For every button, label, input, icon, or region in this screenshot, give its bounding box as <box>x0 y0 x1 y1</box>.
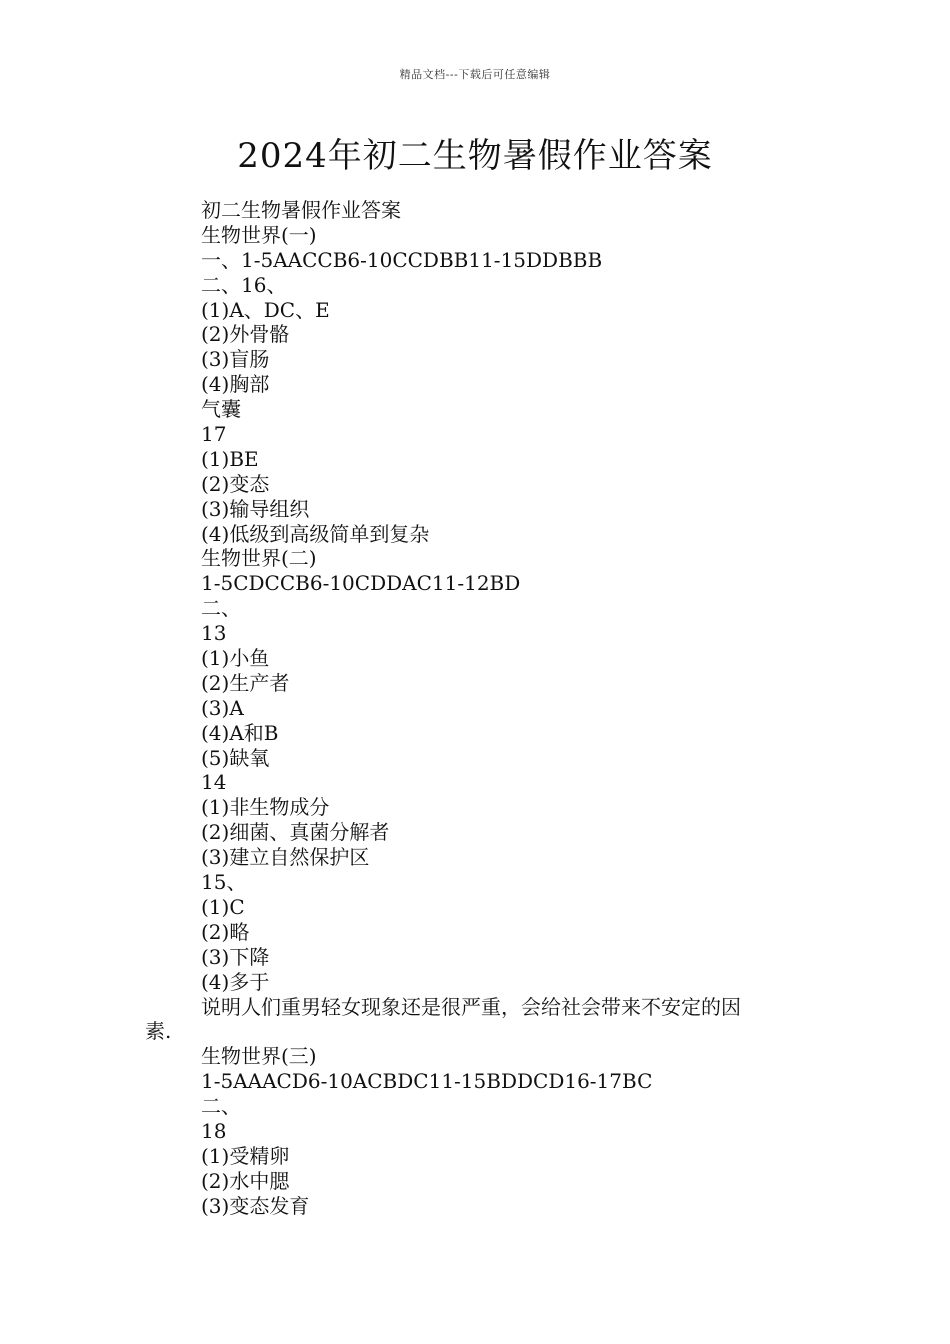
text-line: 一、1-5AACCB6-10CCDBB11-15DDBBB <box>201 247 603 272</box>
text-line: (2)水中腮 <box>201 1168 290 1193</box>
text-line: (3)建立自然保护区 <box>201 845 370 870</box>
text-line: (1)小鱼 <box>201 646 270 671</box>
text-line: 气囊 <box>201 397 241 422</box>
text-line: (2)外骨骼 <box>201 322 290 347</box>
document-body <box>145 198 821 1219</box>
text-line: (2)生产者 <box>201 670 290 695</box>
answers-section-2 <box>201 1044 821 1218</box>
wrapped-paragraph <box>145 994 821 1045</box>
text-line: 生物世界(二) <box>201 546 317 571</box>
paragraph-line-1: 说明人们重男轻女现象还是很严重，会给社会带来不安定的因 <box>201 994 741 1019</box>
text-line: (2)变态 <box>201 471 270 496</box>
text-line: 初二生物暑假作业答案 <box>201 198 401 222</box>
text-line: (3)盲肠 <box>201 347 270 372</box>
text-line: (4)多于 <box>201 969 270 994</box>
paragraph-line-2: 素. <box>145 1019 172 1044</box>
text-line: (3)输导组织 <box>201 496 310 521</box>
text-line: (2)略 <box>201 919 250 944</box>
text-line: 二、 <box>201 596 241 621</box>
text-line: (5)缺氧 <box>201 745 270 770</box>
text-line: (4)胸部 <box>201 372 270 397</box>
text-line: 1-5CDCCB6-10CDDAC11-12BD <box>201 571 521 596</box>
text-line: 1-5AAACD6-10ACBDC11-15BDDCD16-17BC <box>201 1069 653 1094</box>
text-line: 17 <box>201 422 227 447</box>
text-line: (4)A和B <box>201 720 279 745</box>
text-line: 二、16、 <box>201 272 287 297</box>
text-line: (1)BE <box>201 446 259 471</box>
answers-section-1 <box>201 198 821 995</box>
text-line: 14 <box>201 770 227 795</box>
document-title: 2024年初二生物暑假作业答案 <box>237 136 713 176</box>
text-line: 生物世界(三) <box>201 1044 317 1069</box>
page-header: 精品文档---下载后可任意编辑 <box>399 68 551 81</box>
text-line: (3)下降 <box>201 944 270 969</box>
text-line: (3)A <box>201 695 244 720</box>
text-line: (1)A、DC、E <box>201 297 330 322</box>
text-line: (1)非生物成分 <box>201 795 330 820</box>
text-line: (3)变态发育 <box>201 1193 310 1218</box>
text-line: 生物世界(一) <box>201 222 317 247</box>
text-line: 18 <box>201 1118 227 1143</box>
text-line: 二、 <box>201 1094 241 1119</box>
text-line: (1)受精卵 <box>201 1143 290 1168</box>
text-line: (4)低级到高级简单到复杂 <box>201 521 430 546</box>
text-line: (2)细菌、真菌分解者 <box>201 820 390 845</box>
text-line: (1)C <box>201 894 245 919</box>
text-line: 13 <box>201 621 227 646</box>
text-line: 15、 <box>201 870 247 895</box>
